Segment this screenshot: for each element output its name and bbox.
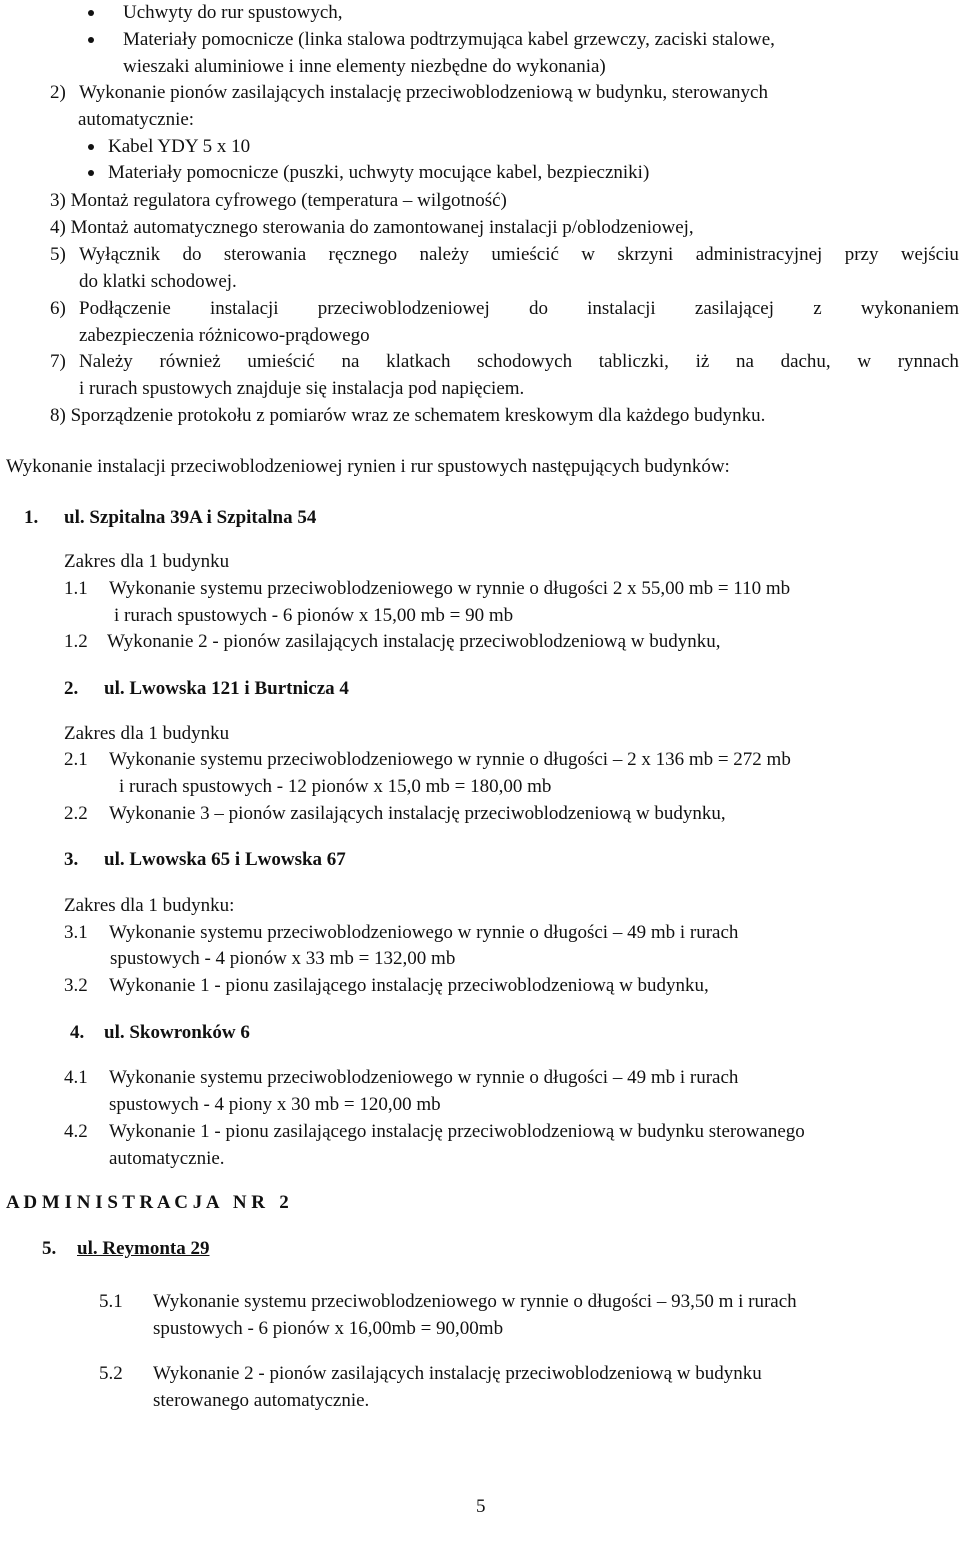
bullet-text: wieszaki aluminiowe i inne elementy niezbędne do wykonania)	[123, 56, 606, 77]
administration-heading: A D M I N I S T R A C J A N R 2	[6, 1192, 289, 1213]
word: ręcznego	[328, 244, 398, 265]
list-number: 2)	[50, 82, 66, 103]
list-item-text: 4) Montaż automatycznego sterowania do zamontowanej instalacji p/oblodzeniowej,	[50, 217, 694, 238]
word: w	[581, 244, 596, 265]
word: na	[341, 351, 360, 372]
word: instalacji	[209, 298, 279, 319]
justified-line	[79, 296, 959, 322]
item-text: Wykonanie systemu przeciwoblodzeniowego w rynnie o długości – 49 mb i rurach	[109, 922, 739, 943]
bullet-icon	[88, 10, 94, 16]
list-item-text: zabezpieczenia różnicowo-prądowego	[79, 325, 370, 346]
list-item-text: do klatki schodowej.	[79, 271, 237, 292]
word: sterowania	[223, 244, 307, 265]
list-number: 5)	[50, 244, 66, 265]
section-title: ul. Skowronków 6	[104, 1022, 250, 1043]
scope-label: Zakres dla 1 budynku	[64, 723, 230, 744]
list-item-text: i rurach spustowych znajduje się instalacja pod napięciem.	[79, 378, 525, 399]
item-text: i rurach spustowych - 6 pionów x 15,00 mb = 90 mb	[114, 605, 514, 626]
word: również	[159, 351, 221, 372]
item-text: Wykonanie 3 – pionów zasilających instalację przeciwoblodzeniową w budynku,	[109, 803, 726, 824]
word: na	[735, 351, 754, 372]
word: przy	[844, 244, 879, 265]
item-number: 2.2	[64, 803, 88, 824]
item-number: 1.2	[64, 631, 88, 652]
scope-label: Zakres dla 1 budynku	[64, 551, 230, 572]
item-number: 3.2	[64, 975, 88, 996]
item-number: 4.2	[64, 1121, 88, 1142]
item-text: spustowych - 4 piony x 30 mb = 120,00 mb	[109, 1094, 441, 1115]
bullet-icon	[88, 170, 94, 176]
word: iż	[695, 351, 710, 372]
item-number: 5.1	[99, 1291, 123, 1312]
bullet-icon	[88, 144, 94, 150]
word: umieścić	[247, 351, 315, 372]
list-item-text: automatycznie:	[78, 109, 195, 130]
word: wykonaniem	[860, 298, 959, 319]
justified-line	[79, 349, 959, 375]
item-number: 2.1	[64, 749, 88, 770]
section-number: 2.	[64, 678, 79, 699]
word: tabliczki,	[598, 351, 669, 372]
item-number: 1.1	[64, 578, 88, 599]
section-title: ul. Lwowska 121 i Burtnicza 4	[104, 678, 349, 699]
word: schodowych	[477, 351, 573, 372]
word: dachu,	[780, 351, 831, 372]
section-title: ul. Lwowska 65 i Lwowska 67	[104, 849, 346, 870]
section-number: 1.	[24, 507, 39, 528]
word: Podłączenie	[79, 298, 171, 319]
word: Wyłącznik	[79, 244, 161, 265]
item-text: spustowych - 6 pionów x 16,00mb = 90,00mb	[153, 1318, 504, 1339]
word: przeciwoblodzeniowej	[317, 298, 490, 319]
word: administracyjnej	[695, 244, 823, 265]
item-text: spustowych - 4 pionów x 33 mb = 132,00 mb	[110, 948, 456, 969]
bullet-text: Materiały pomocnicze (linka stalowa podtrzymująca kabel grzewczy, zaciski stalowe,	[123, 29, 775, 50]
section-title: ul. Reymonta 29	[77, 1238, 210, 1259]
bullet-text: Materiały pomocnicze (puszki, uchwyty mocujące kabel, bezpieczniki)	[108, 162, 650, 183]
item-number: 4.1	[64, 1067, 88, 1088]
word: do	[182, 244, 202, 265]
scope-label: Zakres dla 1 budynku:	[64, 895, 235, 916]
word: umieścić	[491, 244, 559, 265]
word: klatkach	[386, 351, 451, 372]
page-number: 5	[476, 1496, 486, 1517]
item-number: 5.2	[99, 1363, 123, 1384]
bullet-text: Kabel YDY 5 x 10	[108, 136, 251, 157]
item-text: Wykonanie systemu przeciwoblodzeniowego w rynnie o długości – 93,50 m i rurach	[153, 1291, 797, 1312]
summary-paragraph: Wykonanie instalacji przeciwoblodzeniowej rynien i rur spustowych następujących budynków:	[6, 456, 730, 477]
word: w	[857, 351, 872, 372]
bullet-text: Uchwyty do rur spustowych,	[123, 2, 343, 23]
word: zasilającej	[694, 298, 775, 319]
section-number: 3.	[64, 849, 79, 870]
item-number: 3.1	[64, 922, 88, 943]
list-number: 7)	[50, 351, 66, 372]
section-number: 5.	[42, 1238, 57, 1259]
item-text: automatycznie.	[109, 1148, 225, 1169]
list-number: 6)	[50, 298, 66, 319]
word: rynnach	[897, 351, 959, 372]
word: Należy	[79, 351, 133, 372]
item-text: Wykonanie 1 - pionu zasilającego instalację przeciwoblodzeniową w budynku,	[109, 975, 709, 996]
list-item-text: 8) Sporządzenie protokołu z pomiarów wraz ze schematem kreskowym dla każdego budynku.	[50, 405, 766, 426]
item-text: sterowanego automatycznie.	[153, 1390, 370, 1411]
item-text: Wykonanie 1 - pionu zasilającego instalację przeciwoblodzeniową w budynku sterowanego	[109, 1121, 805, 1142]
item-text: Wykonanie systemu przeciwoblodzeniowego w rynnie o długości 2 x 55,00 mb = 110 mb	[109, 578, 791, 599]
justified-line	[79, 242, 959, 268]
word: należy	[419, 244, 470, 265]
word: z	[813, 298, 822, 319]
item-text: Wykonanie systemu przeciwoblodzeniowego w rynnie o długości – 49 mb i rurach	[109, 1067, 739, 1088]
item-text: Wykonanie 2 - pionów zasilających instalację przeciwoblodzeniową w budynku,	[107, 631, 721, 652]
item-text: i rurach spustowych - 12 pionów x 15,0 mb = 180,00 mb	[119, 776, 552, 797]
list-item-text: Wykonanie pionów zasilających instalację przeciwoblodzeniową w budynku, sterowanych	[79, 82, 768, 103]
word: instalacji	[587, 298, 656, 319]
item-text: Wykonanie 2 - pionów zasilających instalację przeciwoblodzeniową w budynku	[153, 1363, 762, 1384]
list-item-text: 3) Montaż regulatora cyfrowego (temperatura – wilgotność)	[50, 190, 507, 211]
word: skrzyni	[617, 244, 674, 265]
word: do	[528, 298, 548, 319]
bullet-icon	[88, 37, 94, 43]
section-number: 4.	[70, 1022, 85, 1043]
item-text: Wykonanie systemu przeciwoblodzeniowego w rynnie o długości – 2 x 136 mb = 272 mb	[109, 749, 791, 770]
word: wejściu	[900, 244, 959, 265]
section-title: ul. Szpitalna 39A i Szpitalna 54	[64, 507, 317, 528]
